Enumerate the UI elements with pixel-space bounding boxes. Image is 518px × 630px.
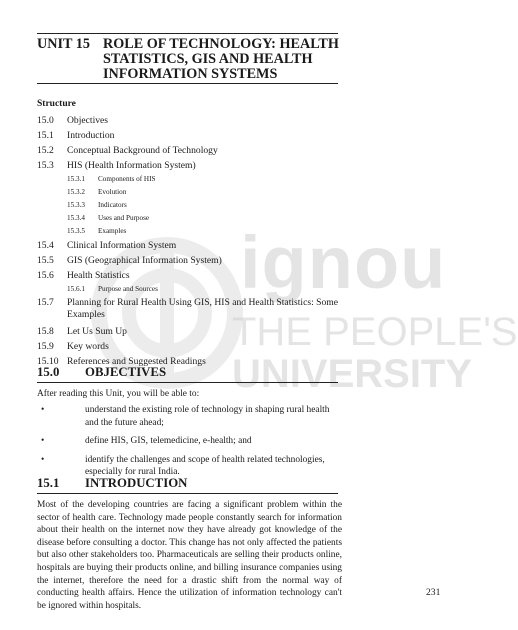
title-line-2: STATISTICS, GIS AND HEALTH (103, 51, 313, 67)
toc-number: 15.9 (37, 341, 54, 352)
toc-number: 15.10 (37, 356, 59, 367)
toc-number: 15.5 (37, 255, 54, 266)
toc-item (37, 158, 347, 173)
toc-subtext: Evolution (98, 188, 127, 196)
toc-text: Let Us Sum Up (67, 326, 127, 337)
toc-subitem (37, 212, 347, 225)
toc-text: GIS (Geographical Information System) (67, 255, 222, 266)
title-bottom-rule (37, 83, 338, 84)
section-number: 15.0 (37, 365, 60, 379)
toc-subtext: Components of HIS (98, 175, 156, 183)
section-title: OBJECTIVES (85, 365, 167, 379)
toc-text: HIS (Health Information System) (67, 160, 196, 171)
toc-subitem (37, 283, 347, 296)
toc-item (37, 238, 347, 253)
list-item (37, 435, 342, 448)
toc-subnumber: 15.3.3 (67, 201, 85, 209)
toc-subnumber: 15.3.2 (67, 188, 85, 196)
toc-number: 15.0 (37, 115, 54, 126)
list-item-text: define HIS, GIS, telemedicine, e-health; and (85, 436, 252, 447)
toc-subitem (37, 199, 347, 212)
page-number: 231 (426, 587, 441, 598)
unit-number: UNIT 15 (37, 36, 90, 52)
objectives-intro: After reading this Unit, you will be able to: (37, 389, 200, 399)
objectives-rule (37, 382, 338, 383)
toc-number: 15.3 (37, 160, 54, 171)
toc-text: References and Suggested Readings (67, 356, 206, 367)
objectives-heading (37, 365, 338, 380)
toc-number: 15.6 (37, 270, 54, 281)
toc-text: Introduction (67, 130, 115, 141)
toc-item (37, 339, 347, 354)
toc-subtext: Uses and Purpose (98, 214, 150, 222)
toc-subitem (37, 173, 347, 186)
toc-item (37, 324, 347, 339)
toc-subnumber: 15.3.5 (67, 227, 85, 235)
watermark-line2: UNIVERSITY (232, 352, 473, 396)
toc-subtext: Purpose and Sources (98, 285, 158, 293)
toc-text: Clinical Information System (67, 240, 177, 251)
toc-subnumber: 15.3.4 (67, 214, 85, 222)
toc-text: Conceptual Background of Technology (67, 145, 218, 156)
toc-number: 15.4 (37, 240, 54, 251)
toc-subitem (37, 225, 347, 238)
toc-item (37, 297, 347, 321)
section-title: INTRODUCTION (85, 476, 188, 490)
structure-label: Structure (37, 99, 76, 109)
toc-text: Planning for Rural Health Using GIS, HIS and Health Statistics: Some Examples (67, 297, 338, 320)
bullet-icon: • (41, 436, 45, 447)
toc-subtext: Examples (98, 227, 127, 235)
bullet-icon: • (41, 454, 45, 465)
toc-item (37, 143, 347, 158)
toc-subtext: Indicators (98, 201, 127, 209)
list-item (37, 404, 342, 429)
list-item-text: identify the challenges and scope of health related technologies, especially for rural India. (85, 454, 325, 478)
introduction-rule (37, 493, 338, 494)
toc-text: Key words (67, 341, 109, 352)
introduction-heading (37, 476, 338, 491)
list-item-text: understand the existing role of technology in shaping rural health and the future ahead; (85, 405, 330, 428)
structure-list (37, 113, 347, 369)
objectives-list (37, 404, 342, 485)
title-top-rule (37, 33, 338, 34)
toc-text: Health Statistics (67, 270, 130, 281)
toc-subitem (37, 186, 347, 199)
introduction-body: Most of the developing countries are facing a significant problem within the sector of health care. Technology made people constantly search for information about their health on the internet now they have already got knowledge of the disease before consulting a doctor. This change has not only affected the patients but also other stakeholders too. Pharmaceuticals are selling their products online, hospitals are buying their products online, and billing insurance companies using the internet, therefore the need for a drastic shift from the normal way of conducting health affairs. Hence the utilization of information technology can't be ignored within hospitals. (37, 500, 342, 611)
toc-item (37, 268, 347, 283)
unit-title (37, 37, 347, 82)
toc-item (37, 253, 347, 268)
toc-number: 15.2 (37, 145, 54, 156)
title-line-1: ROLE OF TECHNOLOGY: HEALTH (103, 36, 339, 52)
toc-subnumber: 15.3.1 (67, 175, 85, 183)
toc-number: 15.1 (37, 130, 54, 141)
toc-item (37, 113, 347, 128)
watermark-line1: THE PEOPLE'S (232, 310, 518, 354)
toc-number: 15.8 (37, 326, 54, 337)
title-line-3: INFORMATION SYSTEMS (103, 66, 278, 82)
toc-subnumber: 15.6.1 (67, 285, 85, 293)
toc-number: 15.7 (37, 297, 54, 308)
section-number: 15.1 (37, 476, 60, 490)
toc-text: Objectives (67, 115, 109, 126)
bullet-icon: • (41, 405, 45, 415)
toc-item (37, 128, 347, 143)
watermark-brand: ignou (240, 221, 447, 304)
